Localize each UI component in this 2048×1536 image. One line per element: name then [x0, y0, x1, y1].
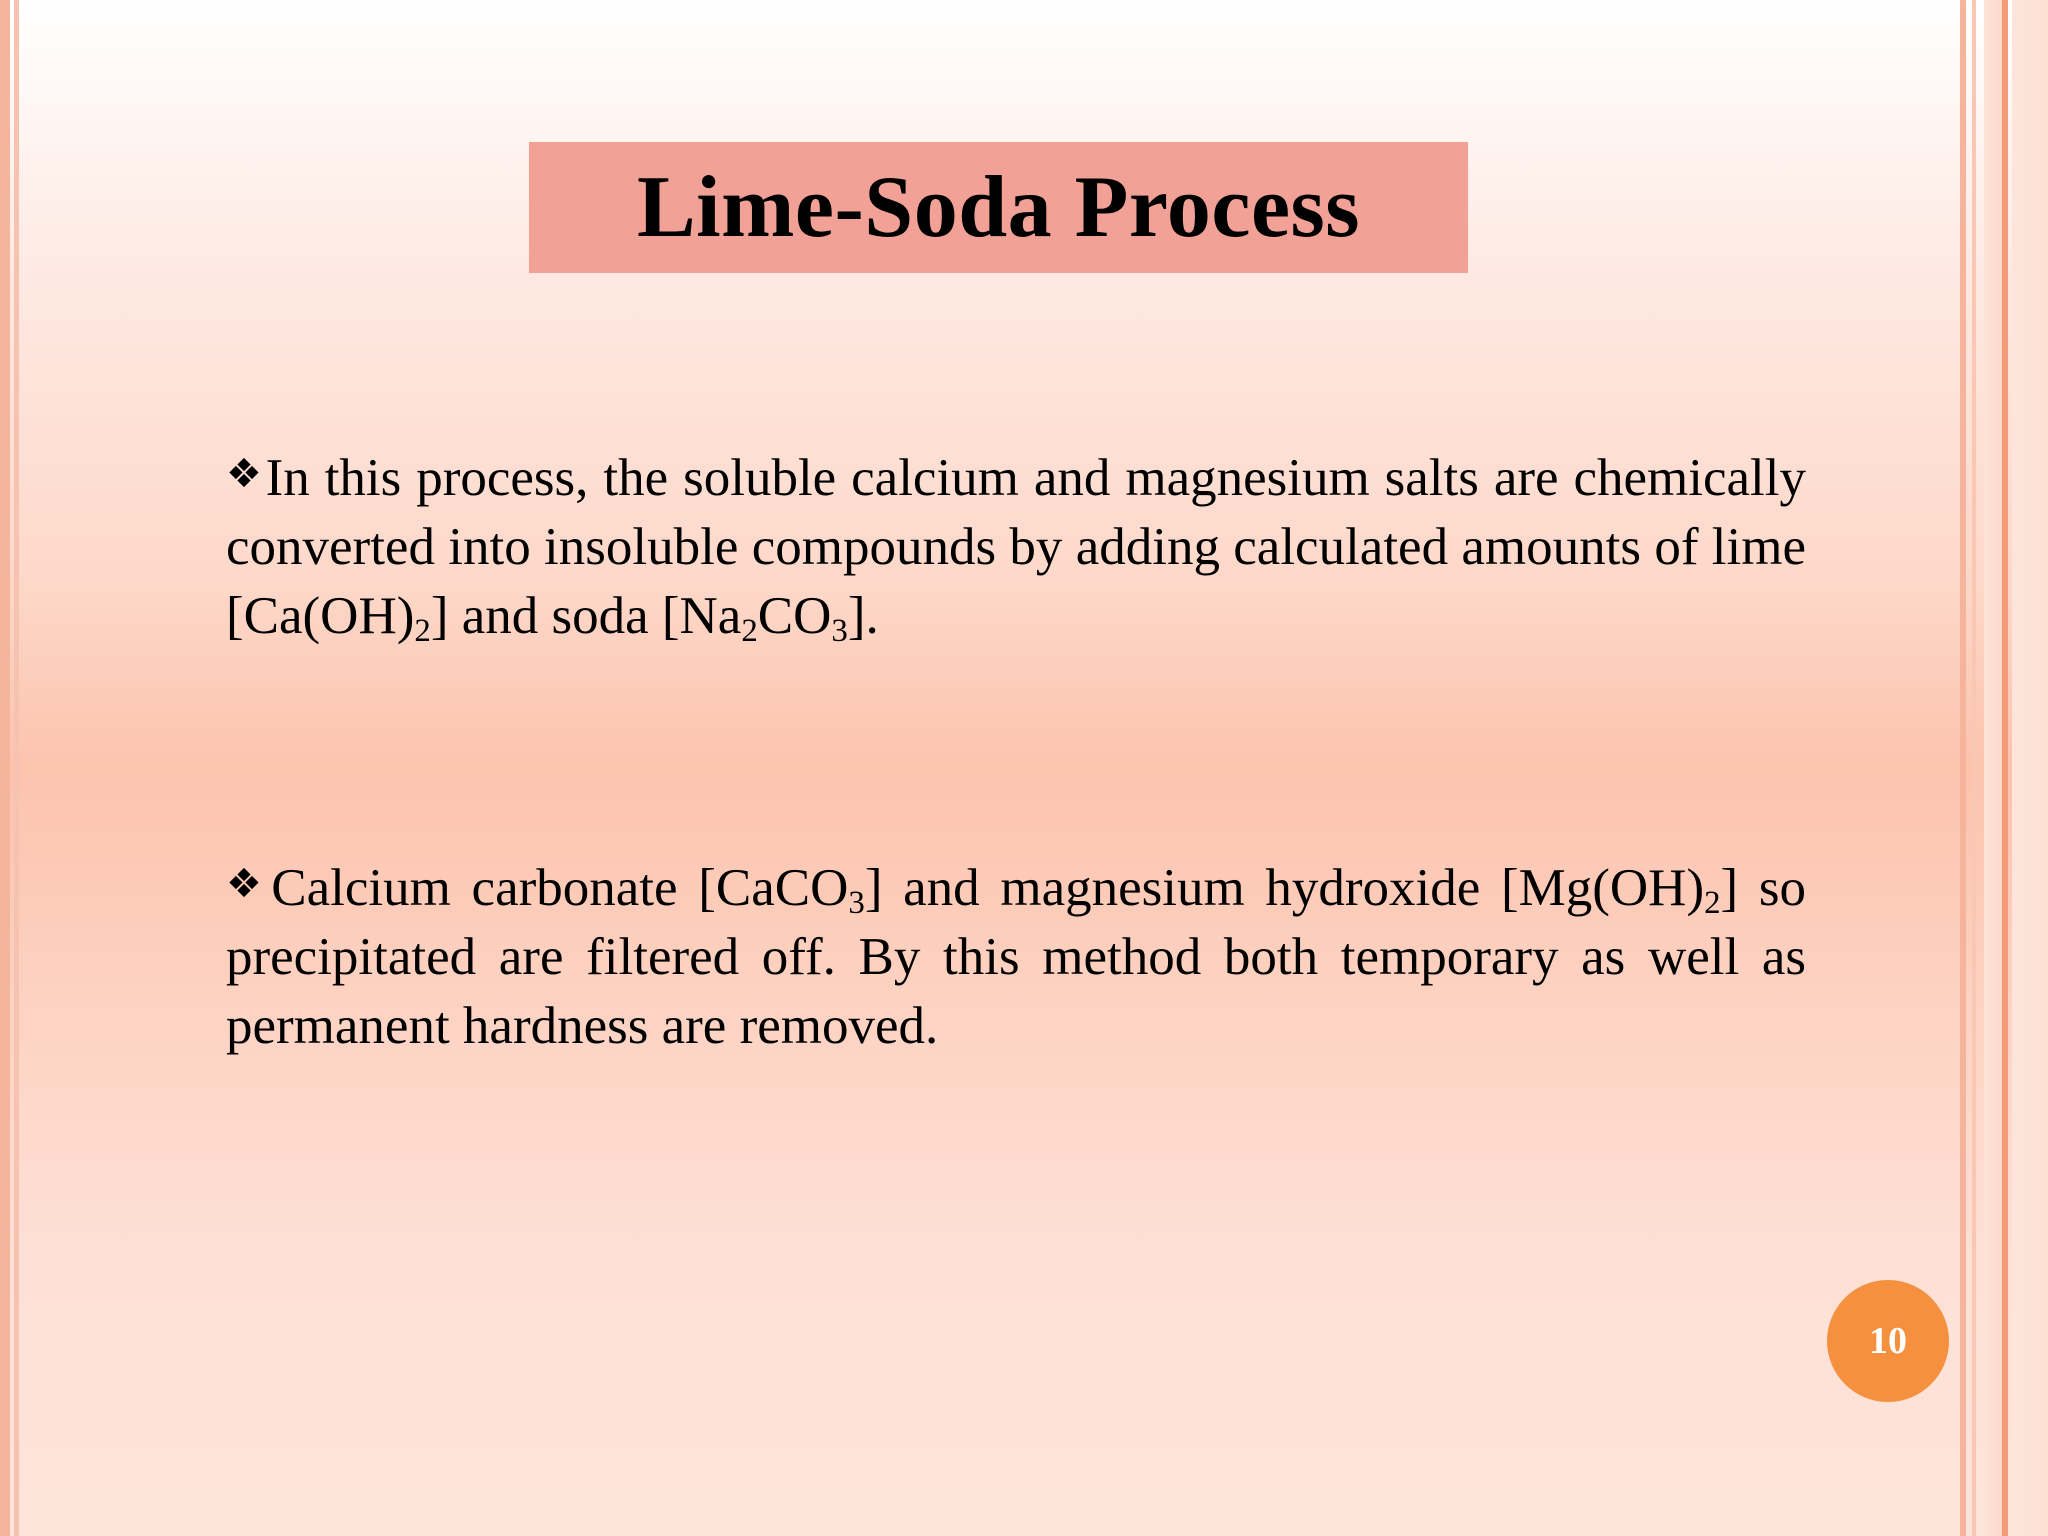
page-number-badge: [1827, 1280, 1949, 1402]
bullet-2-text: Calcium carbonate [CaCO: [271, 859, 849, 917]
bullet-1-text: CO: [757, 587, 832, 645]
bullet-item-2: [226, 850, 1806, 1061]
bullet-item-1: [226, 440, 1806, 651]
page-number: 10: [1869, 1320, 1907, 1362]
slide-title: Lime-Soda Process: [636, 159, 1361, 256]
right-border-line-thin: [1972, 0, 1976, 1536]
right-accent-line: [2002, 0, 2008, 1536]
subscript: 2: [414, 613, 431, 650]
right-border-band: [1984, 0, 2002, 1536]
right-edge-band: [2012, 0, 2048, 1536]
title-box: [529, 142, 1468, 273]
subscript: 3: [831, 613, 848, 650]
subscript: 2: [1704, 885, 1721, 922]
subscript: 3: [848, 885, 865, 922]
bullet-2-text: ] so precipitated are filtered off. By this method both temporary as well as permanent hardness are removed.: [226, 859, 1807, 1055]
left-border-line: [0, 0, 10, 1536]
bullet-1-text: In this process, the soluble calcium and magnesium salts are chemically converted into insoluble compounds by adding calculated amounts of lime [Ca(OH): [226, 449, 1807, 645]
right-border-line: [1960, 0, 1966, 1536]
bullet-2-text: ] and magnesium hydroxide [Mg(OH): [864, 859, 1705, 917]
left-border-line-thin: [14, 0, 19, 1536]
bullet-1-text: ].: [847, 587, 879, 645]
bullet-1-text: ] and soda [Na: [430, 587, 742, 645]
subscript: 2: [741, 613, 758, 650]
four-diamond-bullet-icon: ❖: [226, 451, 264, 497]
four-diamond-bullet-icon: ❖: [226, 861, 270, 907]
